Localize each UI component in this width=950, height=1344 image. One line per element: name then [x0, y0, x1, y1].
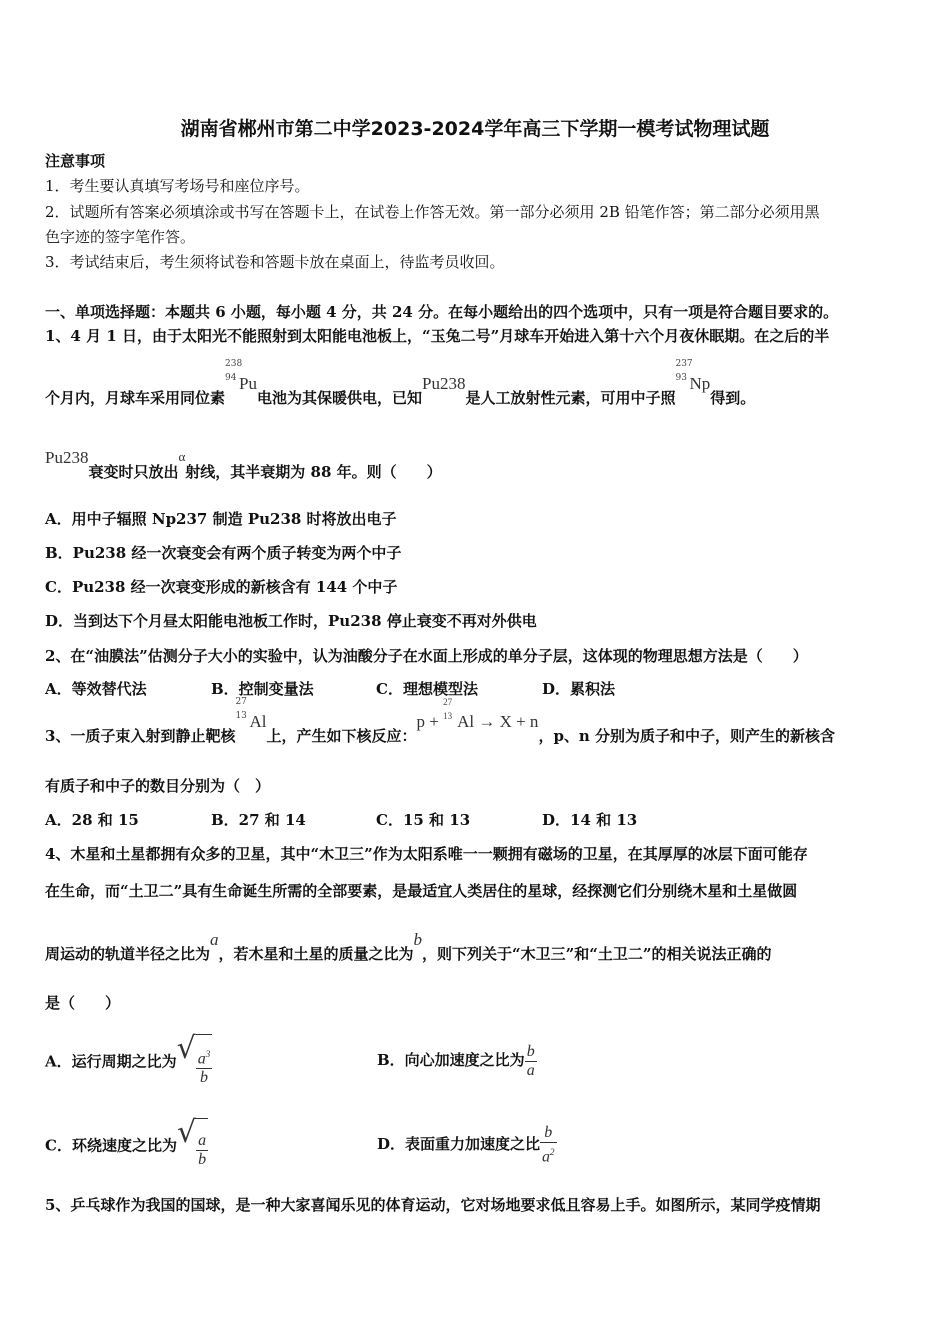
q1-option-d: D．当到达下个月昼太阳能电池板工作时，Pu238 停止衰变不再对外供电 [45, 612, 537, 630]
pu238-isotope: 238 94 Pu [225, 359, 257, 393]
sqrt-a3-over-b: √ $\frac{a^3}{b}$ [177, 1030, 213, 1095]
q1-stem-line2: 个月内，月球车采用同位素 238 94 Pu电池为其保暖供电，已知Pu238是人工放射性元素，可用中子照 237 93 Np得到。 [45, 359, 756, 407]
q4-stem-line2: 在生命，而“土卫二”具有生命诞生所需的全部要素，是最适宜人类居住的星球，经探测它们分别绕木星和土星做圆 [45, 882, 798, 900]
q4-option-b: B．向心加速度之比为 $\frac{b}{a}$ [377, 1042, 535, 1079]
q4-option-d: D．表面重力加速度之比 $\frac{b}{a^2}$ [377, 1123, 555, 1166]
q4-option-a: A．运行周期之比为 √ $\frac{a^3}{b}$ [45, 1030, 212, 1095]
notice-item: 2．试题所有答案必须填涂或书写在答题卡上，在试卷上作答无效。第一部分必须用 2B 铅笔作答；第二部分必须用黑 [45, 203, 820, 221]
fraction-b-over-a: $\frac{b}{a}$ [526, 1042, 535, 1079]
q3-option-d: D．14 和 13 [542, 811, 638, 829]
q5-stem-line1: 5、乒乓球作为我国的国球，是一种大家喜闻乐见的体育运动，它对场地要求低且容易上手。如图所示，某同学疫情期 [45, 1196, 821, 1214]
var-a: a [210, 930, 219, 949]
al27-isotope: 27 13 Al [235, 697, 267, 731]
q2-option-a: A．等效替代法 [45, 680, 147, 698]
var-b: b [413, 930, 423, 949]
fraction-b-over-a2: $\frac{b}{a^2}$ [542, 1123, 555, 1166]
pu238-label: Pu238 [422, 374, 466, 393]
q3-option-a: A．28 和 15 [45, 811, 139, 829]
q4-stem-line1: 4、木星和土星都拥有众多的卫星，其中“木卫三”作为太阳系唯一一颗拥有磁场的卫星，在其厚厚的冰层下面可能存 [45, 845, 808, 863]
notice-item: 1．考生要认真填写考场号和座位序号。 [45, 177, 310, 195]
section-heading: 一、单项选择题：本题共 6 小题，每小题 4 分，共 24 分。在每小题给出的四个选项中，只有一项是符合题目要求的。 [45, 303, 839, 321]
q1-option-b: B．Pu238 经一次衰变会有两个质子转变为两个中子 [45, 544, 402, 562]
sqrt-a-over-b: √ $\frac{a}{b}$ [177, 1114, 208, 1179]
page-title: 湖南省郴州市第二中学2023-2024学年高三下学期一模考试物理试题 [180, 118, 770, 140]
reaction-equation: p + 27 13 Al → X + n [416, 697, 539, 731]
q2-option-b: B．控制变量法 [211, 680, 314, 698]
q1-stem-line3: Pu238衰变时只放出α射线，其半衰期为 88 年。则（ ） [45, 448, 442, 481]
np237-isotope: 237 93 Np [675, 359, 711, 393]
q2-option-d: D．累积法 [542, 680, 616, 698]
q4-option-c: C．环绕速度之比为 √ $\frac{a}{b}$ [45, 1114, 208, 1179]
pu238-label: Pu238 [45, 448, 89, 467]
q1-option-a: A．用中子辐照 Np237 制造 Pu238 时将放出电子 [45, 510, 397, 528]
q3-stem-line2: 有质子和中子的数目分别为（ ） [45, 777, 271, 795]
q3-stem-line1: 3、一质子束入射到静止靶核 27 13 Al上，产生如下核反应：p + 27 13 Al → X + n，p、n 分别为质子和中子，则产生的新核含 [45, 697, 836, 745]
notice-item: 3．考试结束后，考生须将试卷和答题卡放在桌面上，待监考员收回。 [45, 253, 505, 271]
q3-option-c: C．15 和 13 [376, 811, 471, 829]
q3-option-b: B．27 和 14 [211, 811, 306, 829]
q4-stem-line3: 周运动的轨道半径之比为a，若木星和土星的质量之比为b，则下列关于“木卫三”和“土卫二”的相关说法正确的 [45, 930, 772, 963]
notice-heading: 注意事项 [45, 152, 106, 170]
q1-stem-line1: 1、4 月 1 日，由于太阳光不能照射到太阳能电池板上，“玉兔二号”月球车开始进入第十六个月夜休眠期。在之后的半 [45, 327, 830, 345]
q4-stem-line4: 是（ ） [45, 994, 121, 1012]
al27-isotope: 27 13 Al [443, 697, 475, 731]
notice-item: 色字迹的签字笔作答。 [45, 228, 196, 246]
q1-option-c: C．Pu238 经一次衰变形成的新核含有 144 个中子 [45, 578, 398, 596]
q2-option-c: C．理想模型法 [376, 680, 478, 698]
q2-stem: 2、在“油膜法”估测分子大小的实验中，认为油酸分子在水面上形成的单分子层，这体现的物理思想方法是（ ） [45, 647, 808, 665]
alpha-symbol: α [178, 449, 186, 464]
